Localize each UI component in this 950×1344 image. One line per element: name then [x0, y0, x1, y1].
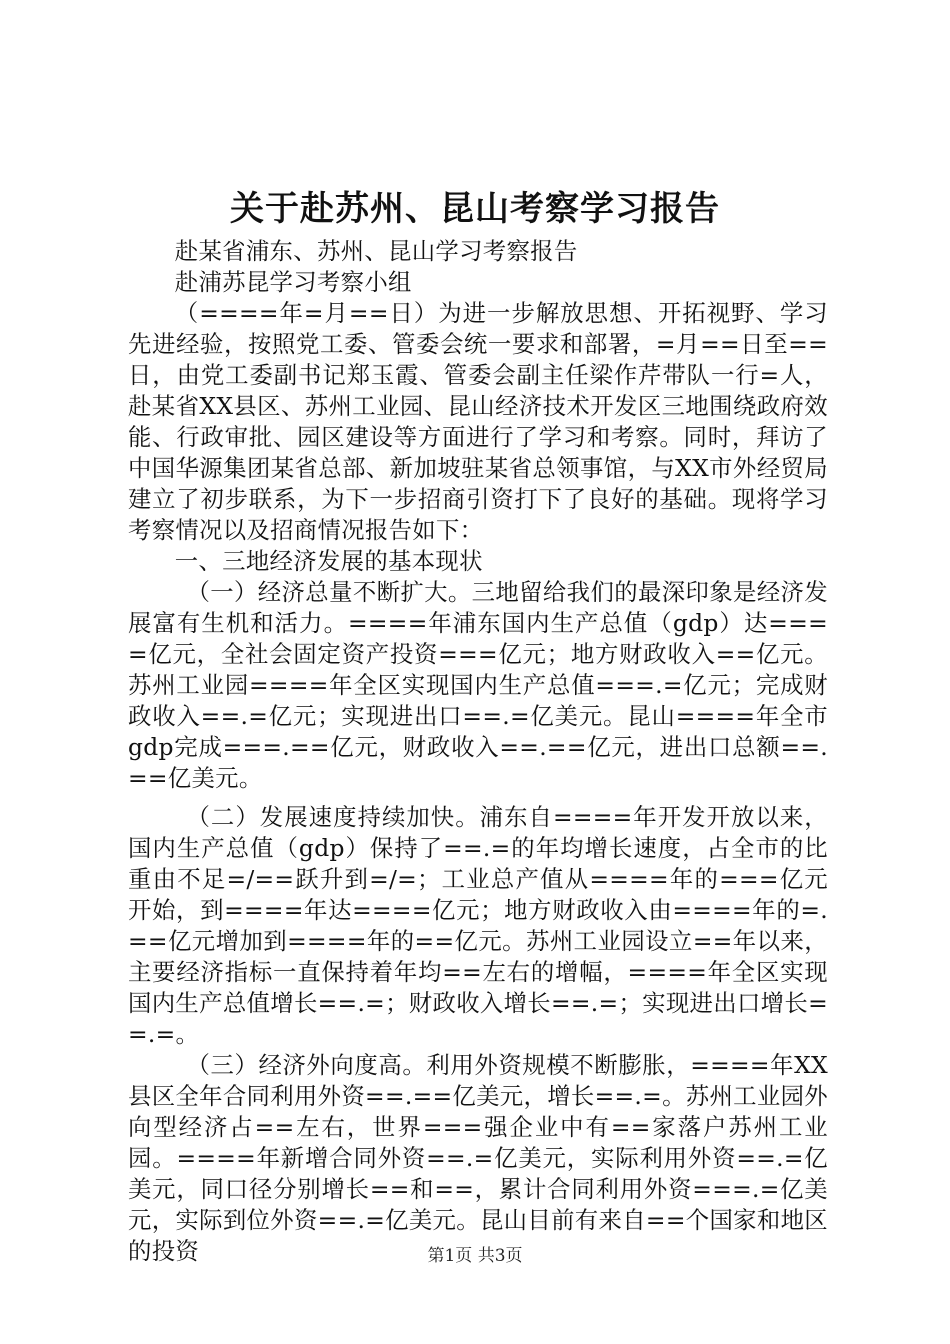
paragraph-foreign-oriented: （三）经济外向度高。利用外资规模不断膨胀，====年XX县区全年合同利用外资==.==亿美元，增长==.=。苏州工业园外向型经济占==左右，世界===强企业中有==家落户苏州工业园。====年新增合同外资==.=亿美元，实际利用外资==.=亿美元，同口径分别增长==和==，累计合同利用外资===.=亿美元，实际到位外资==.=亿美元。昆山目前有来自==个国家和地区的投资 [128, 1051, 828, 1265]
subtitle-report: 赴某省浦东、苏州、昆山学习考察报告 [174, 237, 578, 265]
paragraph-growth-speed: （二）发展速度持续加快。浦东自====年开发开放以来，国内生产总值（gdp）保持了==.=的年均增长速度，占全市的比重由不足=/==跃升到=/=；工业总产值从====年的===亿元开始，到====年达====亿元；地方财政收入由====年的=.==亿元增加到====年的==亿元。苏州工业园设立==年以来，主要经济指标一直保持着年均==左右的增幅，====年全区实现国内生产总值增长==.=；财政收入增长==.=；实现进出口增长==.=。 [128, 803, 828, 1048]
section-heading: 一、三地经济发展的基本现状 [174, 547, 483, 575]
document-title: 关于赴苏州、昆山考察学习报告 [230, 189, 720, 229]
page-number: 第1页 共3页 [427, 1246, 523, 1266]
document-body [128, 236, 828, 1267]
paragraph-intro: （====年=月==日）为进一步解放思想、开拓视野、学习先进经验，按照党工委、管委会统一要求和部署，=月==日至==日，由党工委副书记郑玉霞、管委会副主任梁作芹带队一行=人，赴某省XX县区、苏州工业园、昆山经济技术开发区三地围绕政府效能、行政审批、园区建设等方面进行了学习和考察。同时，拜访了中国华源集团某省总部、新加坡驻某省总领事馆，与XX市外经贸局建立了初步联系，为下一步招商引资打下了良好的基础。现将学习考察情况以及招商情况报告如下： [128, 299, 828, 544]
paragraph-economy-total: （一）经济总量不断扩大。三地留给我们的最深印象是经济发展富有生机和活力。====年浦东国内生产总值（gdp）达====亿元，全社会固定资产投资===亿元；地方财政收入==亿元。苏州工业园====年全区实现国内生产总值===.=亿元；完成财政收入==.=亿元；实现进出口==.=亿美元。昆山====年全市gdp完成===.==亿元，财政收入==.==亿元，进出口总额==.==亿美元。 [128, 578, 828, 792]
subtitle-group: 赴浦苏昆学习考察小组 [174, 268, 412, 296]
